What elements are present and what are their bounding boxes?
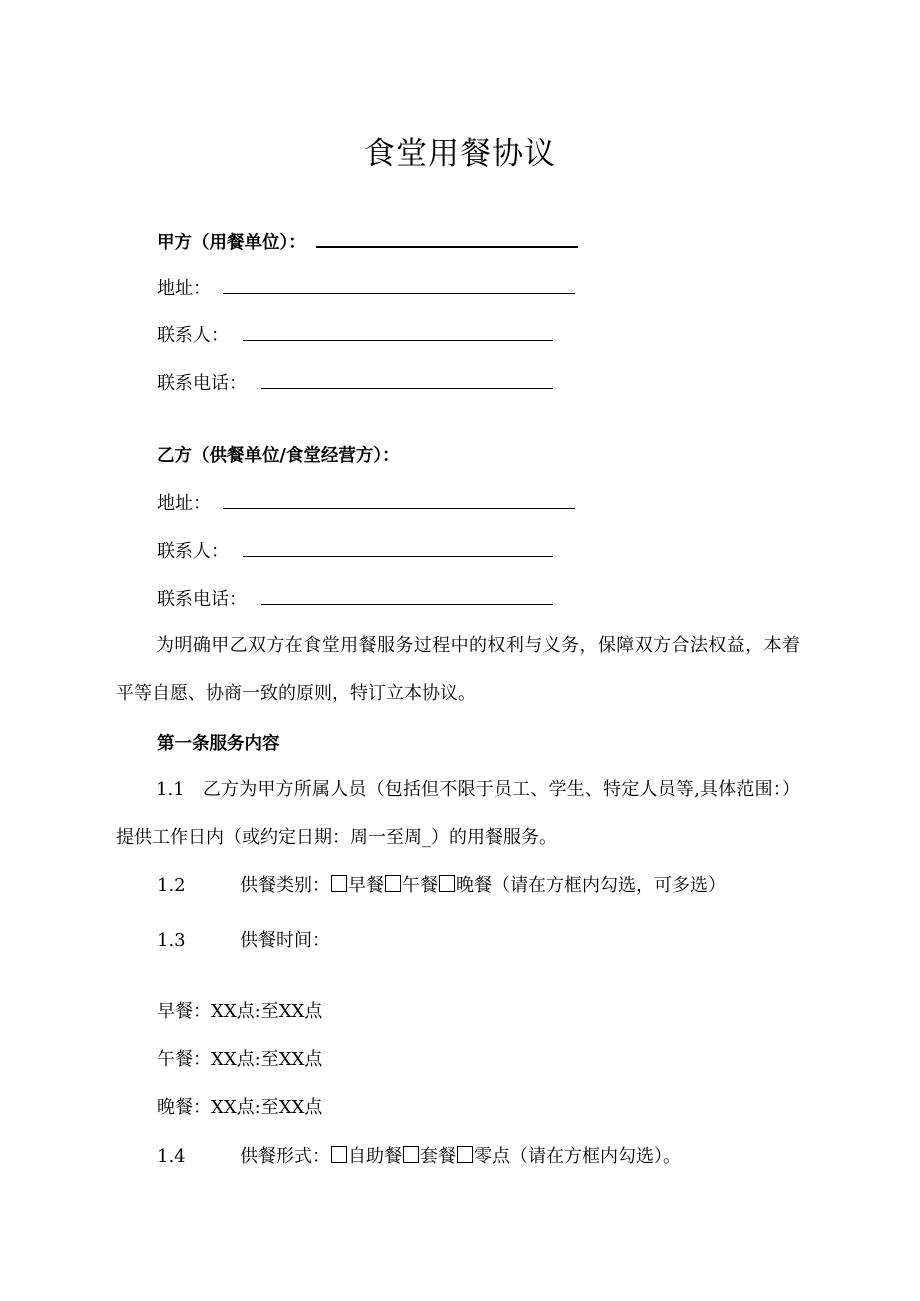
lunch-time-row (157, 1047, 322, 1073)
party-a-phone-field[interactable] (261, 370, 553, 389)
party-a-phone-row (157, 370, 553, 397)
set-meal-option-label: 套餐 (420, 1146, 456, 1167)
party-b-contact-label: 联系人： (157, 541, 229, 562)
buffet-option-label: 自助餐 (348, 1146, 402, 1167)
dinner-time-row (157, 1095, 322, 1121)
lunch-checkbox[interactable] (385, 875, 401, 892)
party-a-address-field[interactable] (223, 275, 575, 294)
lunch-time-value: XX点:至XX点 (211, 1049, 323, 1070)
item-1-4-number: 1.4 (157, 1146, 186, 1167)
item-1-1-paragraph (116, 766, 800, 862)
dinner-checkbox[interactable] (439, 875, 455, 892)
party-b-contact-field[interactable] (243, 538, 553, 557)
item-1-3-number: 1.3 (157, 930, 186, 951)
party-b-address-field[interactable] (223, 490, 575, 509)
party-a-heading-row (157, 228, 578, 256)
item-1-1-number: 1.1 (156, 779, 185, 800)
party-a-phone-label: 联系电话： (157, 373, 247, 394)
breakfast-time-value: XX点:至XX点 (211, 1001, 323, 1022)
party-b-contact-row (157, 538, 553, 565)
breakfast-time-row (157, 999, 322, 1025)
party-a-address-row (157, 275, 575, 302)
party-b-phone-label: 联系电话： (157, 589, 247, 610)
set-meal-checkbox[interactable] (403, 1146, 419, 1163)
breakfast-checkbox[interactable] (331, 875, 347, 892)
document-title: 食堂用餐协议 (364, 136, 556, 172)
party-b-address-label: 地址： (157, 493, 211, 514)
item-1-2-note: （请在方框内勾选，可多选） (492, 875, 726, 896)
party-b-heading-row (157, 443, 400, 469)
party-a-heading: 甲方（用餐单位）： (157, 233, 306, 253)
buffet-checkbox[interactable] (331, 1146, 347, 1163)
party-b-address-row (157, 490, 575, 517)
item-1-4-note: （请在方框内勾选）。 (510, 1146, 681, 1167)
party-b-phone-field[interactable] (261, 586, 553, 605)
dinner-time-value: XX点:至XX点 (211, 1097, 323, 1118)
item-1-2-label: 供餐类别： (240, 875, 330, 896)
party-a-name-field[interactable] (316, 228, 578, 248)
item-1-4-label: 供餐形式： (240, 1146, 330, 1167)
dinner-time-label: 晚餐： (157, 1097, 211, 1118)
a-la-carte-option-label: 零点 (474, 1146, 510, 1167)
item-1-1-text: 乙方为甲方所属人员（包括但不限于员工、学生、特定人员等,具体范围：）提供工作日内（或约定日期：周一至周_）的用餐服务。 (116, 779, 800, 848)
party-a-contact-field[interactable] (243, 322, 553, 341)
breakfast-option-label: 早餐 (348, 875, 384, 896)
party-a-address-label: 地址： (157, 278, 211, 299)
item-1-2-row (157, 873, 726, 899)
dinner-option-label: 晚餐 (456, 875, 492, 896)
item-1-4-row (157, 1144, 681, 1170)
item-1-2-number: 1.2 (157, 875, 186, 896)
lunch-option-label: 午餐 (402, 875, 438, 896)
article-1-heading: 第一条服务内容 (157, 734, 280, 754)
party-a-contact-row (157, 322, 553, 349)
breakfast-time-label: 早餐： (157, 1001, 211, 1022)
item-1-3-row (157, 928, 330, 954)
party-a-contact-label: 联系人： (157, 325, 229, 346)
item-1-3-label: 供餐时间： (240, 930, 330, 951)
preamble-paragraph: 为明确甲乙双方在食堂用餐服务过程中的权利与义务，保障双方合法权益，本着平等自愿、协商一致的原则，特订立本协议。 (116, 635, 800, 704)
party-b-heading: 乙方（供餐单位/食堂经营方）： (157, 446, 400, 466)
a-la-carte-checkbox[interactable] (457, 1146, 473, 1163)
party-b-phone-row (157, 586, 553, 613)
lunch-time-label: 午餐： (157, 1049, 211, 1070)
